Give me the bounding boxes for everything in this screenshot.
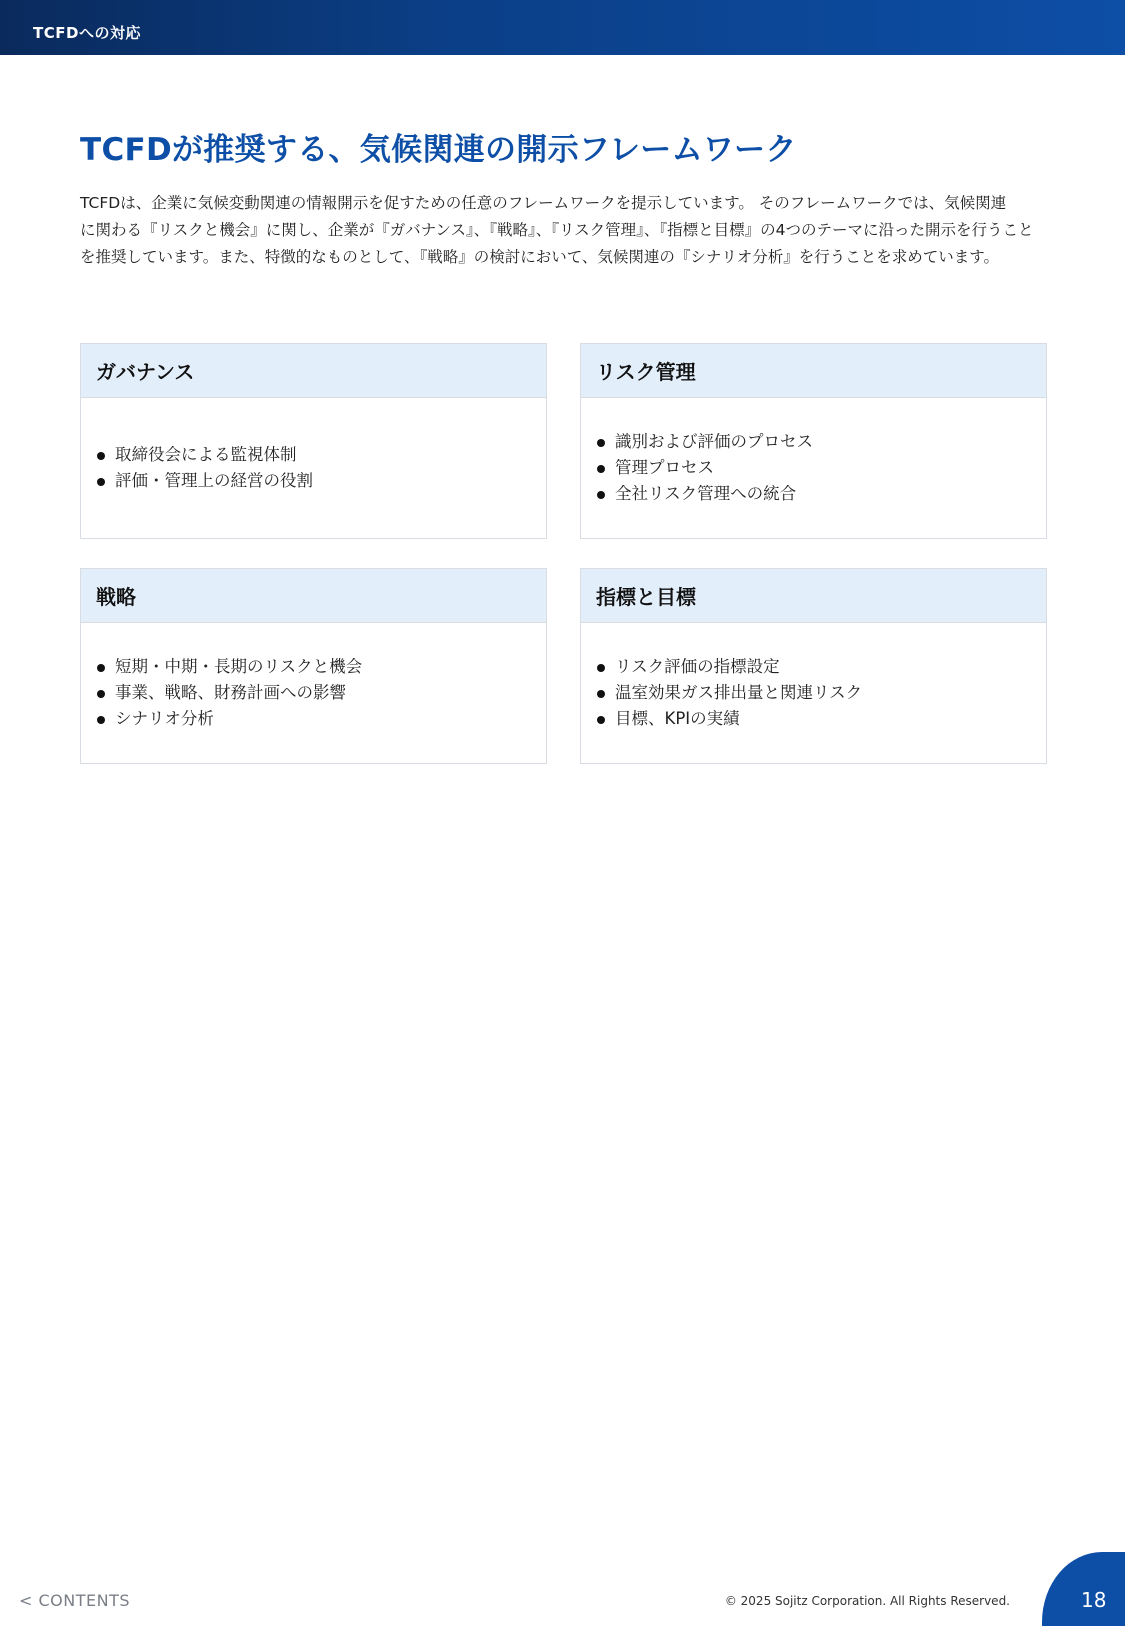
copyright: © 2025 Sojitz Corporation. All Rights Reserved. [724,1594,1010,1608]
bullet-list [97,654,546,732]
list-item: 短期・中期・長期のリスクと機会 [97,654,546,680]
card-header [581,344,1046,398]
card-title: ガバナンス [96,360,195,384]
list-item: 評価・管理上の経営の役割 [97,468,546,494]
list-item: 温室効果ガス排出量と関連リスク [597,680,1046,706]
bullet-list [597,654,1046,732]
header-bar [0,0,1125,55]
list-item: 識別および評価のプロセス [597,429,1046,455]
card-header [81,569,546,623]
list-item: 取締役会による監視体制 [97,442,546,468]
card-header [81,344,546,398]
bullet-list [97,442,546,494]
bullet-list [597,429,1046,507]
card-body [81,623,546,763]
card-header [581,569,1046,623]
intro-paragraph [80,190,1050,271]
list-item: 管理プロセス [597,455,1046,481]
list-item: シナリオ分析 [97,706,546,732]
list-item: 目標、KPIの実績 [597,706,1046,732]
card-metrics-targets [580,568,1047,764]
card-body [81,398,546,538]
list-item: 事業、戦略、財務計画への影響 [97,680,546,706]
contents-link[interactable]: < CONTENTS [19,1591,131,1610]
card-risk-management [580,343,1047,539]
card-governance [80,343,547,539]
card-title: リスク管理 [596,360,696,384]
list-item: 全社リスク管理への統合 [597,481,1046,507]
section-title: TCFDへの対応 [33,24,141,42]
card-title: 戦略 [96,585,136,609]
card-title: 指標と目標 [596,585,696,609]
card-body [581,623,1046,763]
card-strategy [80,568,547,764]
list-item: リスク評価の指標設定 [597,654,1046,680]
page-title: TCFDが推奨する、気候関連の開示フレームワーク [80,132,797,168]
intro-line: を推奨しています。また、特徴的なものとして、『戦略』の検討において、気候関連の『シナリオ分析』を行うことを求めています。 [80,248,999,266]
page-number: 18 [1081,1588,1107,1612]
card-body [581,398,1046,538]
intro-line: TCFDは、企業に気候変動関連の情報開示を促すための任意のフレームワークを提示しています。 そのフレームワークでは、気候関連 [80,194,1007,212]
intro-line: に関わる『リスクと機会』に関し、企業が『ガバナンス』、『戦略』、『リスク管理』、『指標と目標』の4つのテーマに沿った開示を行うこと [80,221,1034,239]
